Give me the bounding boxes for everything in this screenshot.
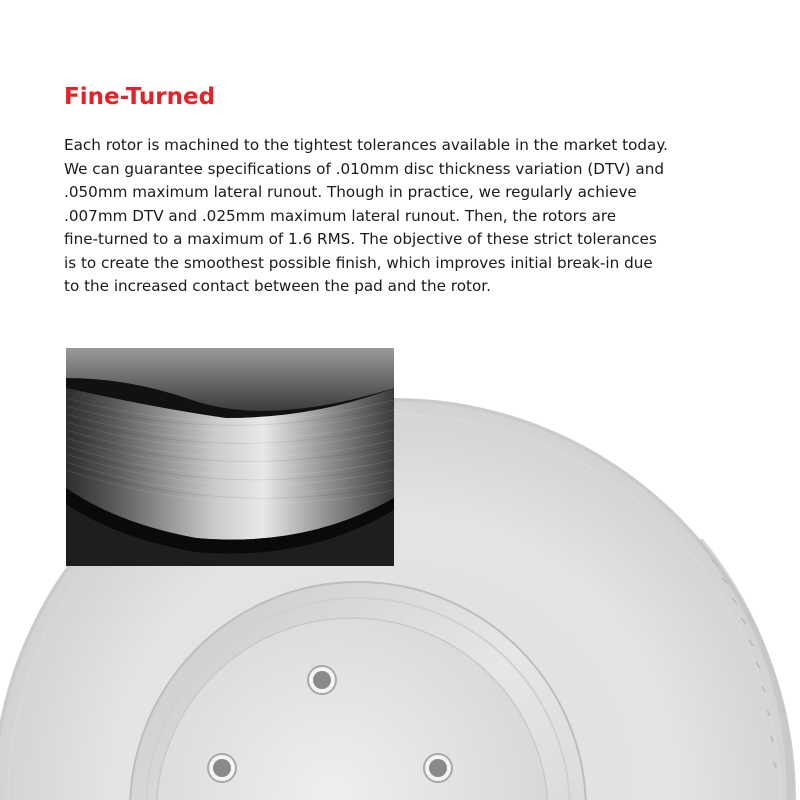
description-line-4: .007mm DTV and .025mm maximum lateral runout. Then, the rotors are xyxy=(64,206,617,225)
description-line-1: Each rotor is machined to the tightest tolerances available in the market today. xyxy=(64,136,668,154)
description-line-3: .050mm maximum lateral runout. Though in practice, we regularly achieve xyxy=(64,183,637,201)
description-line-6: is to create the smoothest possible finish, which improves initial break-in due xyxy=(64,253,653,272)
description-line-7: to the increased contact between the pad and the rotor. xyxy=(64,277,491,295)
description-line-2: We can guarantee specifications of .010mm disc thickness variation (DTV) and xyxy=(64,159,664,178)
section-heading: Fine-Turned xyxy=(64,84,216,110)
rotor-surface-closeup-image xyxy=(66,348,394,566)
description-line-5: fine-turned to a maximum of 1.6 RMS. The objective of these strict tolerances xyxy=(64,230,657,248)
